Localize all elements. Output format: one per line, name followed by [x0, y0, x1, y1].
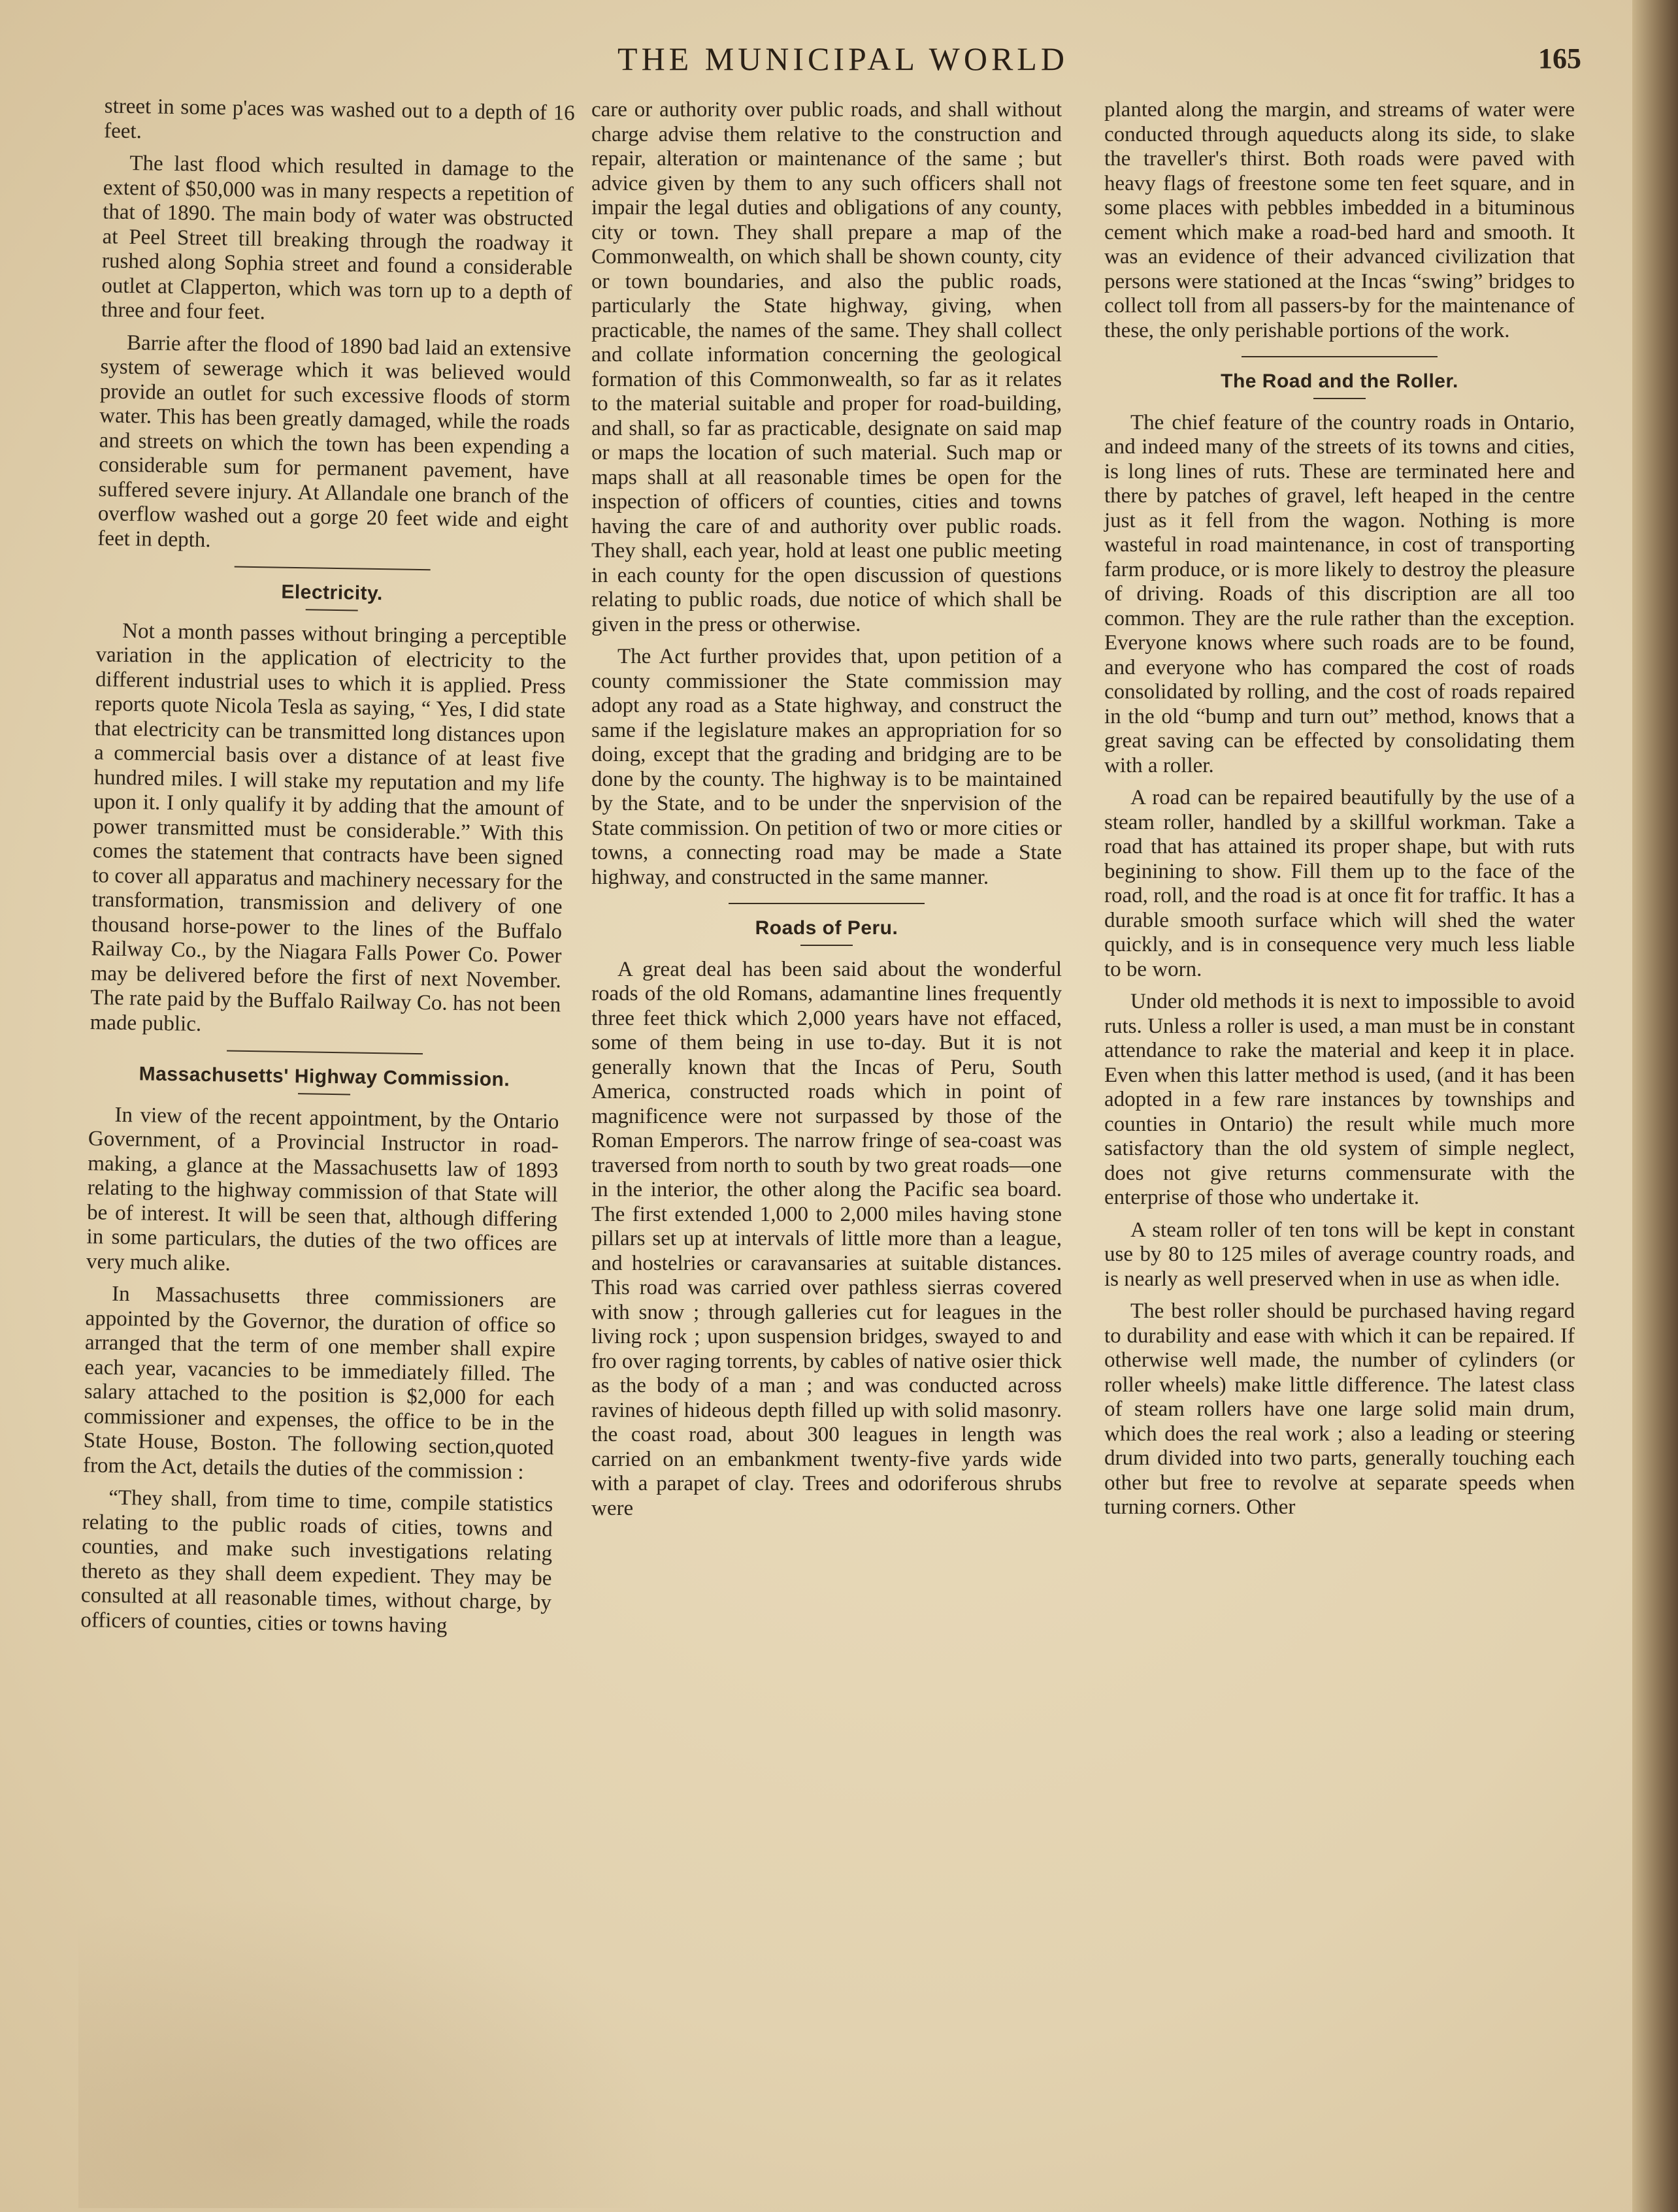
paragraph: Barrie after the flood of 1890 bad laid an extensive system of sewerage which it was believed would provide an outlet for such excessive floods of storm water. This has been greatly damaged, while the roads and streets on which the town has been expending a considerable sum for permanent pavement, have suffered severe injury. At Allandale one branch of the overflow washed out a gorge 20 feet wide and eight feet in depth. — [97, 331, 572, 552]
heading-roads-of-peru: Roads of Peru. — [755, 917, 898, 939]
page-number: 165 — [1538, 42, 1581, 74]
book-binding-edge — [1632, 0, 1678, 2212]
paragraph: A great deal has been said about the wonderful roads of the old Romans, adamantine lines frequently three feet thick which 2,000 years have not effaced, some of them being in use to-day. But it is not generally known that the Incas of Peru, South America, constructed roads which in point of magnificence were not surpassed by those of the Roman Emperors. The narrow fringe of sea-coast was traversed from north to south by two great roads—one in the interior, the other along the Pacific sea board. The first extended 1,000 to 2,000 miles having stone pillars set up at intervals of little more than a league, and hostelries or caravansaries at suitable distances. This road was carried over pathless sierras covered with snow ; through galleries cut for leagues in the living rock ; upon suspension bridges, swayed to and fro over raging torrents, by cables of native osier thick as the body of a man ; and was conducted across ravines of hideous depth filled up with solid masonry. the coast road, about 300 leagues in length was carried on an embankment twenty-five yards wide with a parapet of clay. Trees and odoriferous shrubs were — [591, 957, 1062, 1520]
paragraph: street in some p'aces was washed out to a depth of 16 feet. — [103, 94, 575, 143]
paragraph: “They shall, from time to time, compile statistics relating to the public roads of cities, towns and counties, and make such investigations relating thereto as they shall deem expedient. They may be consulted at all reasonable times, without charge, by officers of counties, cities or towns having — [80, 1486, 553, 1638]
heading-underline — [1313, 398, 1366, 399]
paragraph: Under old methods it is next to impossible to avoid ruts. Unless a roller is used, a man must be in constant attendance to rake the material and keep it in place. Even when this latter method is used, (and it has been adopted in a few rare instances by townships and counties in Ontario) the result while much more satisfactory than the old system of simple neglect, does not give returns commensurate with the enterprise of those who undertake it. — [1104, 990, 1575, 1209]
paragraph: In Massachusetts three commissioners are appointed by the Governor, the duration of office so arranged that the term of one member shall expire each year, vacancies to be immediately filled. The salary attached to the position is $2,000 for each commissioner and expenses, the office to be in the State House, Boston. The following section,quoted from the Act, details the duties of the commission : — [82, 1282, 557, 1484]
running-title: THE MUNICIPAL WORLD — [617, 41, 1068, 77]
paragraph: In view of the recent appointment, by the Ontario Government, of a Provincial Instructor in road-making, a glance at the Massachusetts law of 1893 relating to the highway commission of that State will be of interest. It will be seen that, although differing in some particulars, the duties of the two offices are very much alike. — [86, 1103, 559, 1276]
paragraph: The Act further provides that, upon petition of a county commissioner the State commission may adopt any road as a State highway, and construct the same if the legislature makes an appropriation for so doing, except that the grading and bridging are to be done by the county. The highway is to be maintained by the State, and to be under the snpervision of the State commission. On petition of two or more cities or towns, a connecting road may be made a State highway, and constructed in the same manner. — [591, 645, 1062, 889]
paragraph: The last flood which resulted in damage to the extent of $50,000 was in many respects a repetition of that of 1890. The main body of water was obstructed at Peel Street till breaking through the roadway it rushed along Sophia street and found a considerable outlet at Clapperton, which was torn up to a depth of three and four feet. — [101, 151, 574, 325]
heading-underline — [800, 945, 853, 946]
section-divider — [235, 566, 431, 571]
section-divider — [1242, 356, 1438, 357]
heading-massachusetts-highway-commission: Massachusetts' Highway Commission. — [139, 1063, 510, 1091]
paragraph: Not a month passes without bringing a perceptible variation in the application of electricity to the different industrial uses to which it is applied. Press reports quote Nicola Tesla as saying, “ Yes, I did state that electricity can be transmitted long distances upon a commercial basis over a distance of at least five hundred miles. I will stake my reputation and my life upon it. I only qualify it by adding that the amount of power transmitted must be considerable.” With this comes the statement that contracts have been signed to cover all apparatus and machinery necessary for the transformation, transmission and delivery of one thousand horse-power to the lines of the Buffalo Railway Co., by the Niagara Falls Power Co. Power may be delivered before the first of next November. The rate paid by the Buffalo Railway Co. has not been made public. — [90, 619, 567, 1036]
paper-stain — [78, 1895, 666, 2208]
heading-underline — [298, 1093, 350, 1095]
section-divider — [227, 1050, 423, 1054]
heading-road-and-roller: The Road and the Roller. — [1221, 370, 1458, 392]
column-middle — [591, 98, 1062, 1529]
column-right — [1104, 98, 1575, 1528]
paragraph: The best roller should be purchased having regard to durability and ease with which it can be repaired. If otherwise well made, the number of cylinders (or roller wheels) make little difference. The latest class of steam rollers have one large solid main drum, which does the real work ; also a leading or steering drum divided into two parts, generally touching each other but free to revolve at separate speeds when turning corners. Other — [1104, 1299, 1575, 1519]
paragraph: care or authority over public roads, and shall without charge advise them relative to the construction and repair, alteration or maintenance of the same ; but advice given by them to any such officers shall not impair the legal duties and obligations of any county, city or town. They shall prepare a map of the Commonwealth, on which shall be shown county, city or town boundaries, and also the public roads, particularly the State highway, giving, when practicable, the names of the same. They shall collect and collate information concerning the geological formation of this Commonwealth, so far as it relates to the material suitable and proper for road-building, and shall, so far as practicable, designate on said map or maps the location of such material. Such map or maps shall at all reasonable times be open for the inspection of officers of counties, cities and towns having the care of and authority over public roads. They shall, each year, hold at least one public meeting in each county for the open discussion of questions relating to public roads, due notice of which shall be given in the press or otherwise. — [591, 98, 1062, 636]
column-left — [80, 94, 575, 1648]
page-header — [0, 39, 1634, 78]
heading-electricity: Electricity. — [281, 581, 384, 605]
heading-underline — [306, 609, 358, 611]
paragraph: A road can be repaired beautifully by the use of a steam roller, handled by a skillful workman. Take a road that has attained its proper shape, but with ruts beginining to show. Fill them up to the face of the road, roll, and the road is at once fit for traffic. It has a durable smooth surface which will shed the water quickly, and is in consequence very much less liable to be worn. — [1104, 786, 1575, 981]
paragraph: A steam roller of ten tons will be kept in constant use by 80 to 125 miles of average country roads, and is nearly as well preserved when in use as when idle. — [1104, 1218, 1575, 1291]
section-divider — [729, 903, 925, 904]
paragraph: The chief feature of the country roads in Ontario, and indeed many of the streets of its towns and cities, is long lines of ruts. These are terminated here and there by patches of gravel, left heaped in the centre just as it fell from the wagon. Nothing is more wasteful in road maintenance, in cost of transporting farm produce, or is more likely to destroy the pleasure of driving. Roads of this discription are all too common. They are the rule rather than the exception. Everyone knows where such roads are to be found, and everyone who has compared the cost of roads consolidated by rolling, and the cost of roads repaired in the old “bump and turn out” method, knows that a great saving can be effected by consolidating them with a roller. — [1104, 410, 1575, 777]
paragraph: planted along the margin, and streams of water were conducted through aqueducts along its side, to slake the traveller's thirst. Both roads were paved with heavy flags of freestone some ten feet square, and in some places with pebbles imbedded in a bituminous cement which make a road-bed hard and smooth. It was an evidence of their advanced civilization that persons were stationed at the Incas “swing” bridges to collect toll from all passers-by for the maintenance of these, the only perishable portions of the work. — [1104, 98, 1575, 342]
